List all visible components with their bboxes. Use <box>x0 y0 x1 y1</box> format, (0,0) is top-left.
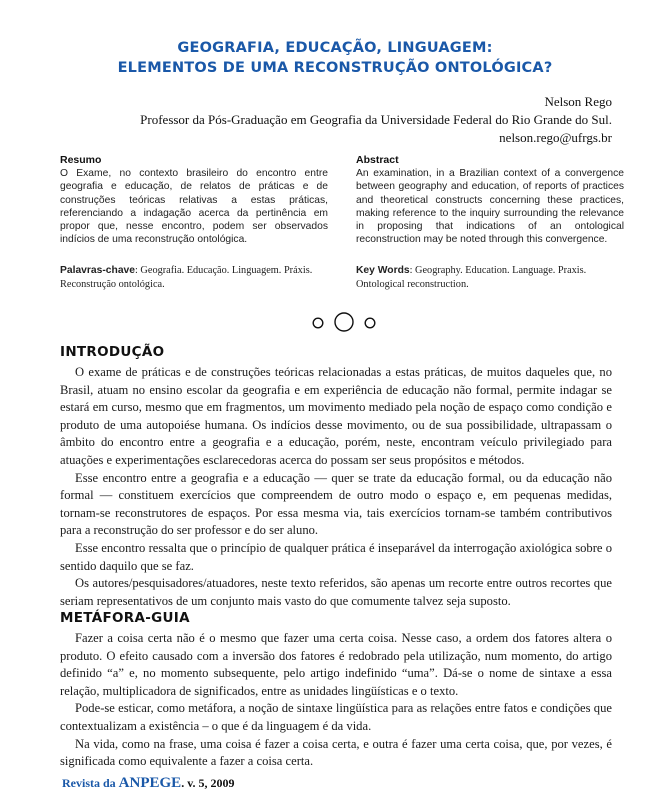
abstract-portuguese <box>60 154 328 246</box>
keywords-text: : Geography. Education. Language. Praxis. Ontological reconstruction. <box>356 265 587 290</box>
keywords-text: : Geografia. Educação. Linguagem. Práxis. Reconstrução ontológica. <box>60 265 313 290</box>
paragraph: Pode-se esticar, como metáfora, a noção de sintaxe lingüística para as relações entre fatos e condições que contextualizam a existência – o que é da linguagem é da vida. <box>60 701 612 733</box>
journal-volume: . v. 5, 2009 <box>181 776 235 790</box>
author-name: Nelson Rego <box>544 94 612 109</box>
keywords-label: Key Words <box>356 265 410 276</box>
paragraph: Na vida, como na frase, uma coisa é fazer a coisa certa, e outra é fazer uma certa coisa, que, por vezes, é significada como equivalente a fazer a coisa certa. <box>60 736 612 769</box>
paragraph: O exame de práticas e de construções teóricas relacionadas a estas práticas, de muitos daqueles que, no Brasil, atuam no ensino escolar da geografia e em experiência de educação não formal, permite indagar se estará em curso, mesmo que em fragmentos, um movimento mediado pela noção de espaço como condição e produto de uma autopoiése humana. Os indícios desse movimento, ou de sua possibilidade, ultrapassam o âmbito do encontro entre a geografia e a educação, porém, neste, encontram veículo privilegiado para atuações e experimentações esclarecedoras acerca do possam ser seus propósitos e métodos. <box>60 365 612 467</box>
article-title-line-1: GEOGRAFIA, EDUCAÇÃO, LINGUAGEM: <box>177 40 493 56</box>
abstract-text: O Exame, no contexto brasileiro do encontro entre geografia e educação, de relatos de práticas e de construções teóricas relativas a estas práticas, referenciando a indagação acerca da pertinência em propor que, nesse encontro, podem ser observados indícios de uma reconstrução ontológica. <box>60 168 328 246</box>
article-title-line-2: ELEMENTOS DE UMA RECONSTRUÇÃO ONTOLÓGICA? <box>117 60 553 76</box>
author-affiliation: Professor da Pós-Graduação em Geografia da Universidade Federal do Rio Grande do Sul. <box>140 112 612 127</box>
abstract-heading: Resumo <box>60 154 102 166</box>
paragraph: Fazer a coisa certa não é o mesmo que fazer uma certa coisa. Nesse caso, a ordem dos fatores altera o produto. O efeito causado com a inversão dos fatores é redobrado pela utilização, num momento, do artigo definido “a” e, no momento subsequente, pelo artigo indefinido “uma”. Dá-se o nome de sintaxe a essa relação, multiplicadora de significados, entre as unidades lingüísticas e o texto. <box>60 631 612 698</box>
abstract-english <box>356 154 624 246</box>
keywords-portuguese <box>60 264 328 291</box>
section-heading-introducao: INTRODUÇÃO <box>60 344 165 360</box>
abstract-text: An examination, in a Brazilian context of a convergence between geography and education, of reports of practices and theoretical constructs concerning these practices, making reference to the inquiry surrounding the relevance in proposing that indications of an ontological reconstruction may be noted through this convergence. <box>356 168 624 246</box>
author-email: nelson.rego@ufrgs.br <box>499 130 612 145</box>
section-body-metafora-guia <box>60 630 612 771</box>
paragraph: Esse encontro ressalta que o princípio de qualquer prática é inseparável da interrogação axiológica sobre o sentido daquilo que se faz. <box>60 540 612 573</box>
divider-small-circle-right <box>365 318 375 328</box>
abstract-heading: Abstract <box>356 154 399 166</box>
paragraph: Esse encontro entre a geografia e a educação — quer se trate da educação formal, ou da educação não formal — constituem exercícios que compreendem de outro modo o espaço e, em pequenas medidas, tornam-se reconstrutores de espaços. Por essa mesma via, tais exercícios tornam-se também contributivos para a reconstrução do ser professor e do ser aluno. <box>60 470 612 538</box>
section-body-introducao <box>60 364 612 610</box>
divider-small-circle-left <box>313 318 323 328</box>
divider-large-circle <box>335 313 353 331</box>
journal-name: ANPEGE <box>118 775 182 791</box>
keywords-english <box>356 264 624 291</box>
section-heading-metafora-guia: METÁFORA-GUIA <box>60 610 190 626</box>
keywords-label: Palavras-chave <box>60 265 135 276</box>
journal-footer <box>62 775 235 792</box>
section-divider-ornament <box>0 311 670 335</box>
paragraph: Os autores/pesquisadores/atuadores, neste texto referidos, são apenas um recorte entre outros recortes que seriam representativos de um conjunto mais vasto do que comumente talvez seja suposto. <box>60 576 612 608</box>
journal-prefix: Revista da <box>62 776 119 790</box>
